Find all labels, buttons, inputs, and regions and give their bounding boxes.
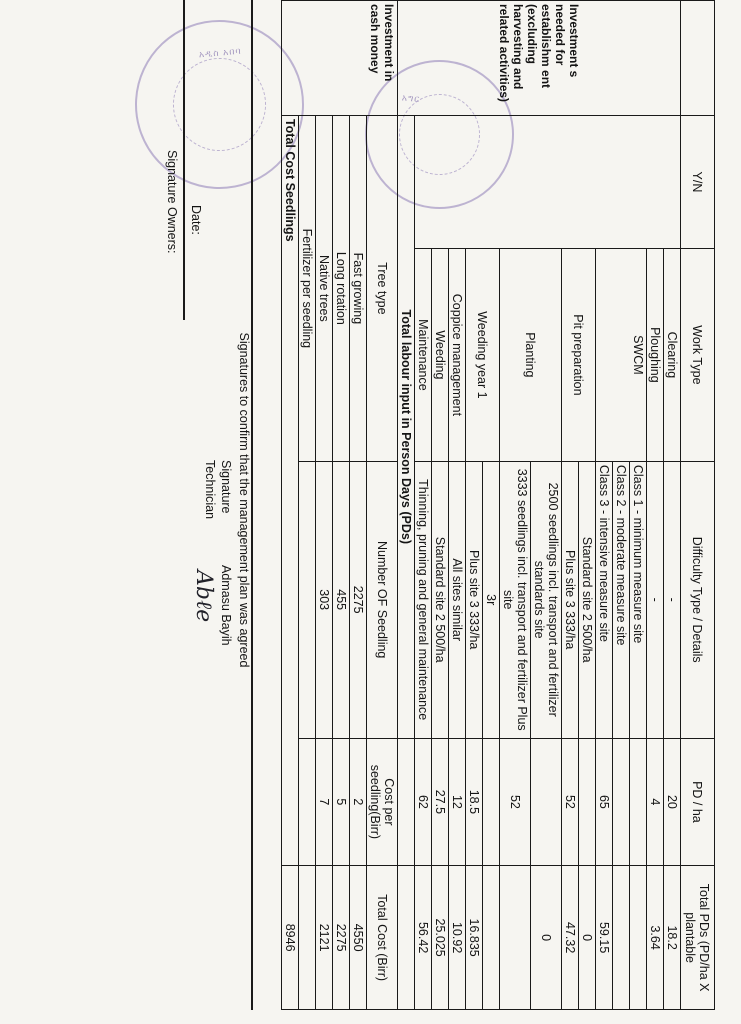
pd-cell: 52 [562, 738, 579, 866]
stamp-1-text: አዲስ አበባ [198, 45, 242, 60]
total-cell: 3.64 [647, 866, 664, 1010]
total-cost-cell: 2275 [333, 866, 350, 1010]
pd-cell [531, 738, 562, 866]
detail-cell: Class 2 - moderate measure site [613, 461, 630, 738]
cost-cell [299, 738, 316, 866]
total-cell [630, 866, 647, 1010]
number-cell: 455 [333, 461, 350, 738]
work-type-cell: Coppice management [449, 248, 466, 461]
work-type-cell: Clearing [664, 248, 681, 461]
detail-cell: - [664, 461, 681, 738]
management-plan-table [281, 0, 715, 1010]
total-cell: 25.025 [432, 866, 449, 1010]
table-header-row [681, 1, 715, 1010]
total-cell: 59.15 [596, 866, 613, 1010]
table-row [350, 1, 367, 1010]
pd-cell: 4 [647, 738, 664, 866]
tree-type-cell: Native trees [316, 115, 333, 461]
signature-owners-label: Signature Owners: [165, 150, 179, 254]
header-tree-type: Tree type [367, 115, 398, 461]
number-cell [299, 461, 316, 738]
header-total-pds: Total PDs (PD/ha X plantable [681, 866, 715, 1010]
total-cell: 0 [579, 866, 596, 1010]
yn-cell [415, 115, 681, 248]
total-labour-label: Total labour input in Person Days (PDs) [398, 115, 415, 738]
total-cell [500, 866, 531, 1010]
pd-cell: 18.5 [466, 738, 483, 866]
work-type-cell: Ploughing [647, 248, 664, 461]
cash-label: Investment in cash money [282, 1, 398, 116]
detail-cell: Plus site 3 333/ha [562, 461, 579, 738]
table-row [398, 1, 415, 1010]
tree-type-cell: Long rotation [333, 115, 350, 461]
header-total-cost: Total Cost (Birr) [367, 866, 398, 1010]
number-cell: 2275 [350, 461, 367, 738]
detail-cell: 3r [483, 461, 500, 738]
total-cost-seedlings-value: 8946 [282, 866, 299, 1010]
total-cost-seedlings-label: Total Cost Seedlings [282, 115, 299, 865]
work-type-cell: Weeding [432, 248, 449, 461]
pd-cell: 12 [449, 738, 466, 866]
cost-cell: 5 [333, 738, 350, 866]
pd-cell [483, 738, 500, 866]
detail-cell: 3333 seedlings incl. transport and fertilizer Plus site [500, 461, 531, 738]
total-labour-value [398, 866, 415, 1010]
total-cell: 10.92 [449, 866, 466, 1010]
table-row [664, 1, 681, 1010]
total-cell: 16.835 [466, 866, 483, 1010]
detail-cell: Standard site 2 500/ha [579, 461, 596, 738]
total-cell: 0 [531, 866, 562, 1010]
cost-cell: 2 [350, 738, 367, 866]
tree-type-cell: Fertilizer per seedling [299, 115, 316, 461]
number-cell: 303 [316, 461, 333, 738]
pd-cell: 20 [664, 738, 681, 866]
table-row [333, 1, 350, 1010]
signature-label: Signature [219, 460, 233, 514]
detail-cell: Thinning, pruning and general maintenance [415, 461, 432, 738]
pd-cell: 62 [415, 738, 432, 866]
detail-cell: Class 1 - minimum measure site [630, 461, 647, 738]
signatures-title: Signatures to confirm that the management plan was agreed [237, 332, 251, 668]
work-type-cell: Weeding year 1 [466, 248, 500, 461]
total-labour-pd [398, 738, 415, 866]
total-cost-cell: 2121 [316, 866, 333, 1010]
detail-cell: Class 3 - intensive measure site [596, 461, 613, 738]
detail-cell: - [647, 461, 664, 738]
header-difficulty: Difficulty Type / Details [681, 461, 715, 738]
pd-cell: 65 [596, 738, 613, 866]
detail-cell: All sites similar [449, 461, 466, 738]
pd-cell: 27.5 [432, 738, 449, 866]
date-line [183, 0, 185, 320]
cash-header-row [367, 1, 398, 1010]
detail-cell: 2500 seedlings incl. transport and fertilizer standards site [531, 461, 562, 738]
table-row [282, 1, 299, 1010]
total-cell [483, 866, 500, 1010]
work-type-cell: Pit preparation [562, 248, 596, 461]
signature-section [135, 0, 255, 1010]
blank-header [681, 1, 715, 116]
tree-type-cell: Fast growing [350, 115, 367, 461]
detail-cell: Plus site 3 333/ha [466, 461, 483, 738]
work-type-cell: SWCM [596, 248, 647, 461]
work-type-cell: Maintenance [415, 248, 432, 461]
header-cost-per-seedling: Cost per seedling(Birr) [367, 738, 398, 866]
technician-label: Technician [203, 460, 217, 520]
investment-label: Investment s needed for establishm ent (excluding harvesting and related activities) [398, 1, 681, 116]
stamp-2-text: አግር [401, 92, 421, 104]
work-type-cell: Planting [500, 248, 562, 461]
technician-name: Admasu Bayih [219, 565, 233, 646]
header-work-type: Work Type [681, 248, 715, 461]
total-cell: 47.32 [562, 866, 579, 1010]
total-cost-cell: 4550 [350, 866, 367, 1010]
total-cell: 18.2 [664, 866, 681, 1010]
table-row [299, 1, 316, 1010]
detail-cell: Standard site 2 500/ha [432, 461, 449, 738]
pd-cell [630, 738, 647, 866]
cost-cell: 7 [316, 738, 333, 866]
header-pd-ha: PD / ha [681, 738, 715, 866]
technician-signature: Abℓe [191, 570, 216, 623]
pd-cell: 52 [500, 738, 531, 866]
total-cell: 56.42 [415, 866, 432, 1010]
table-row [316, 1, 333, 1010]
header-number-seedling: Number OF Seedling [367, 461, 398, 738]
signature-top-line [251, 0, 253, 1010]
total-cost-cell [299, 866, 316, 1010]
date-label: Date: [189, 205, 203, 235]
total-cell [613, 866, 630, 1010]
pd-cell [579, 738, 596, 866]
pd-cell [613, 738, 630, 866]
header-yn: Y/N [681, 115, 715, 248]
